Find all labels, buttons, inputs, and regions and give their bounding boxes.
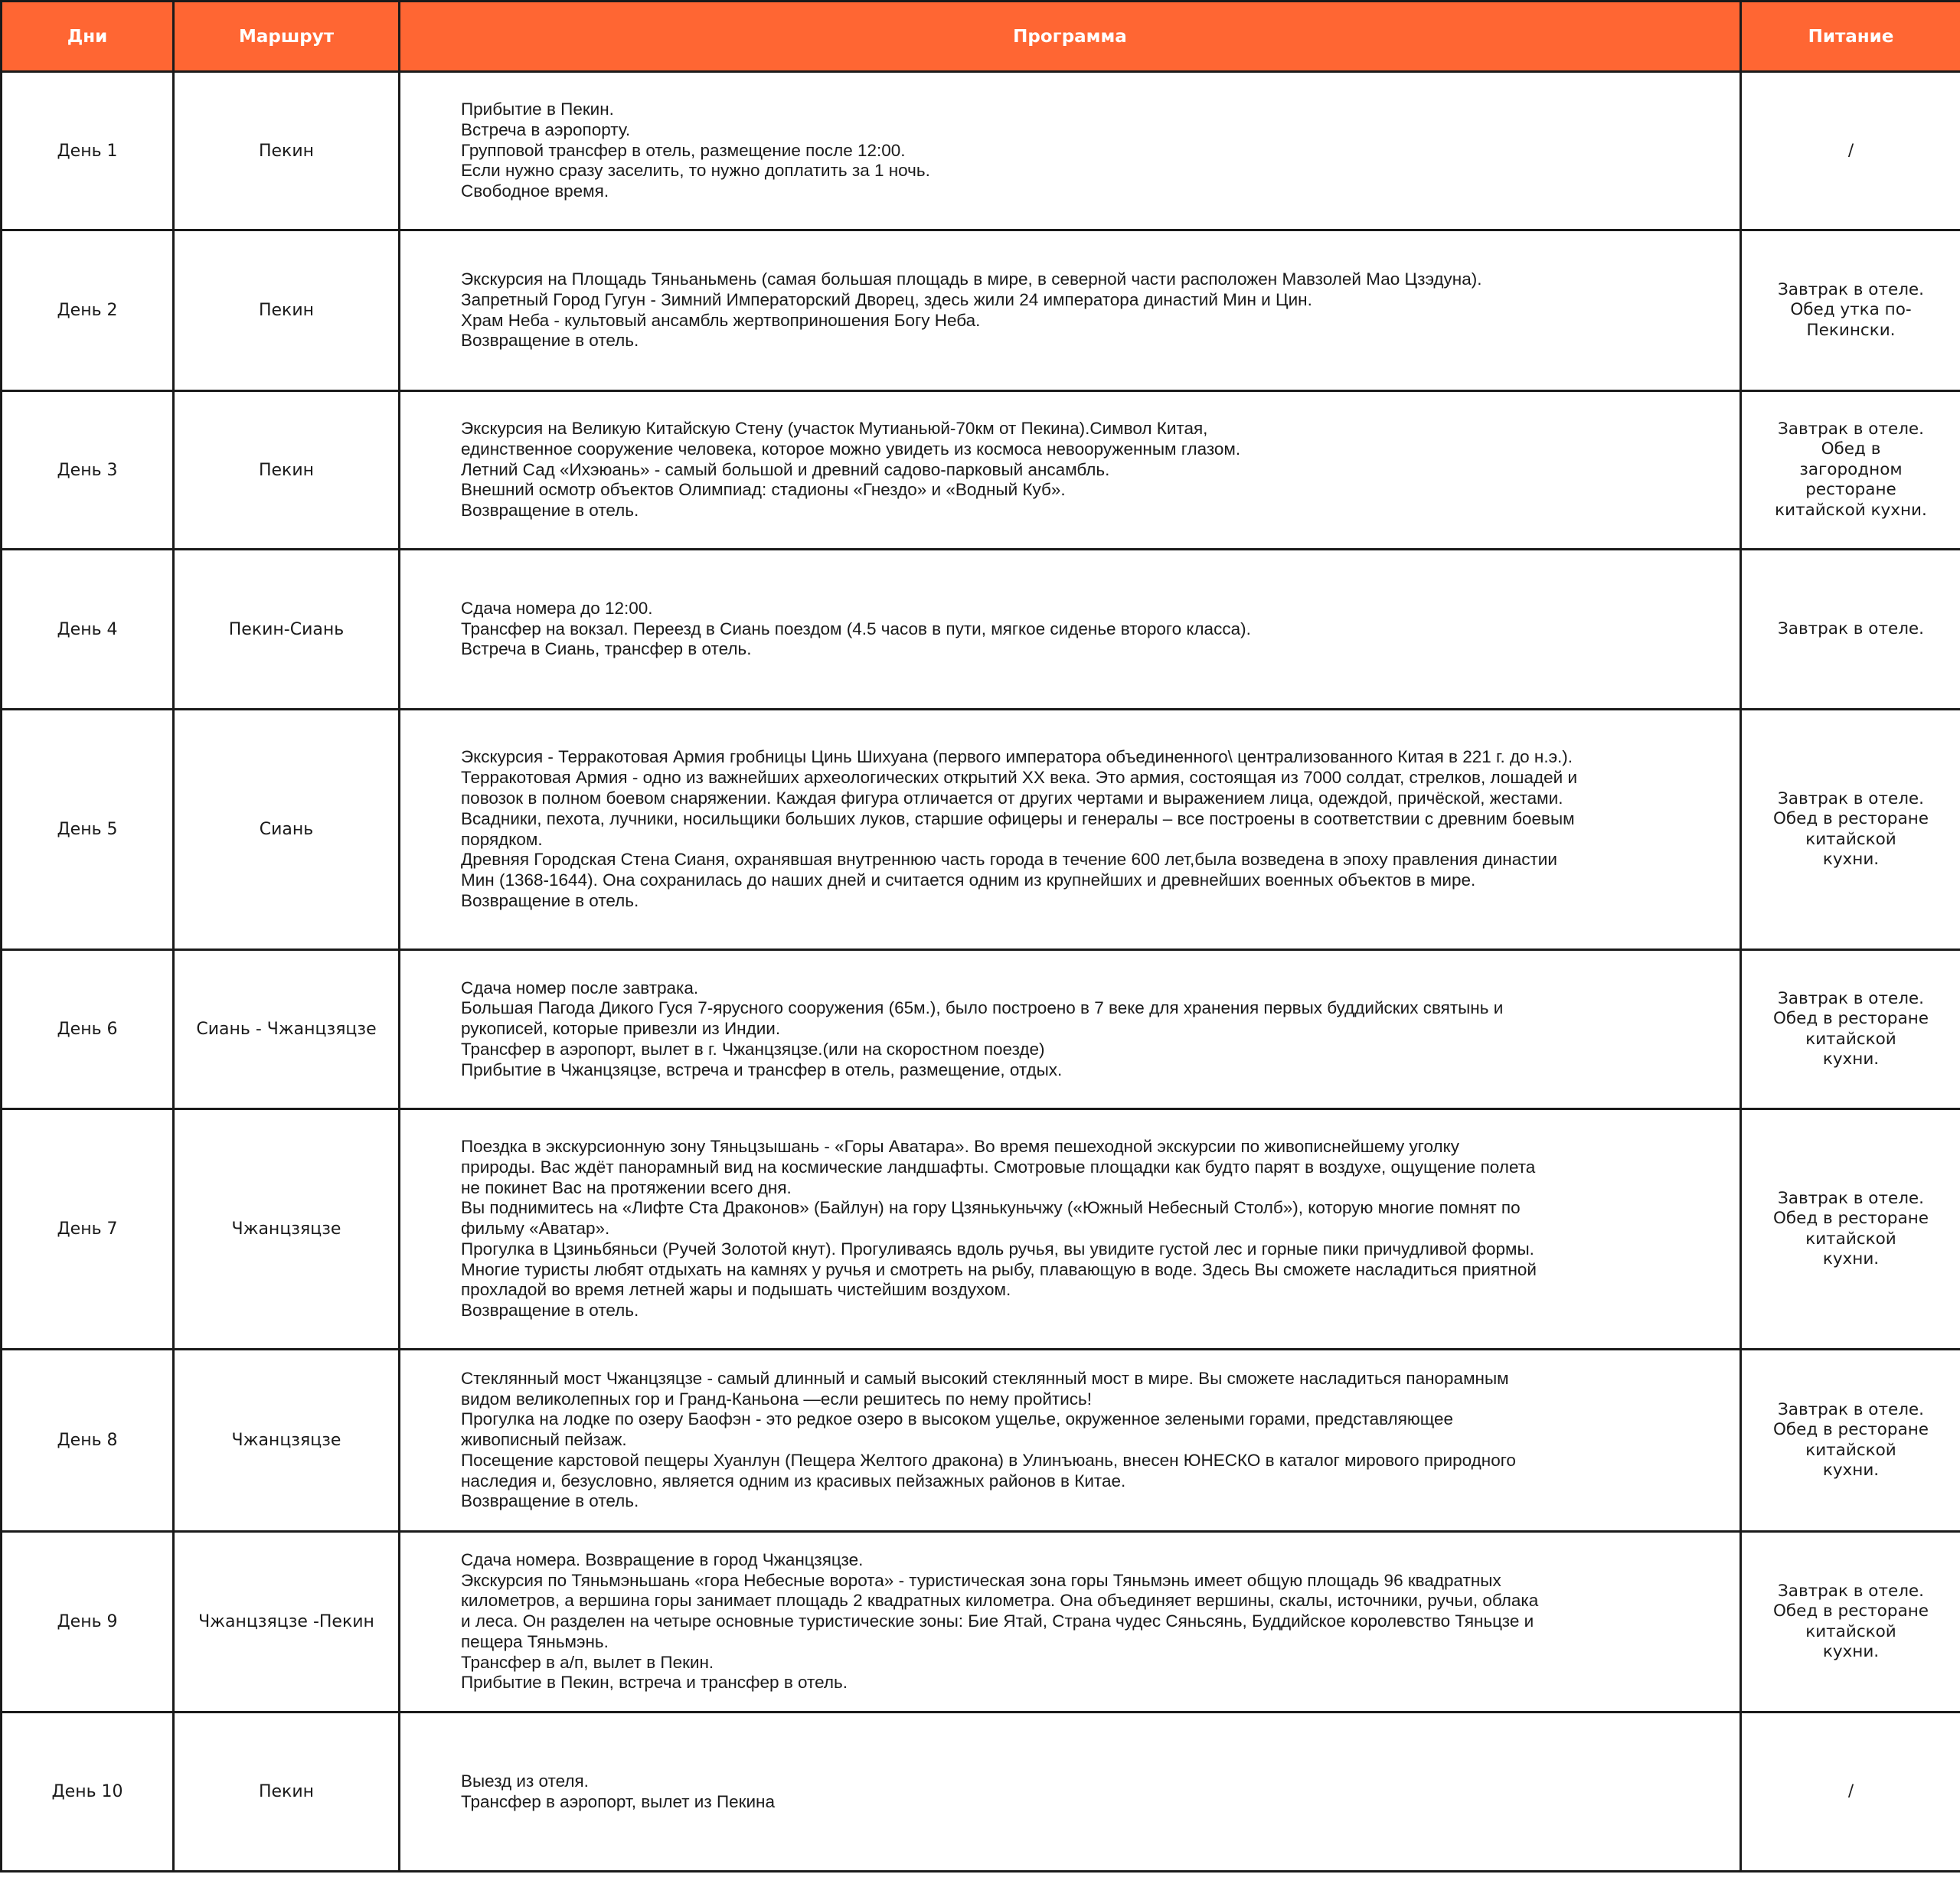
program-line: повозок в полном боевом снаряжении. Каждая фигура отличается от других чертами и выражением лица, одеждой, причёской, жестами. (461, 788, 1563, 808)
day-cell: День 1 (2, 72, 174, 230)
day-row (2, 710, 1960, 950)
program-line: Экскурсия на Великую Китайскую Стену (участок Мутианьюй-70км от Пекина).Символ Китая, (461, 419, 1208, 438)
day-row (2, 1109, 1960, 1350)
program-line: Прогулка на лодке по озеру Баофэн - это редкое озеро в высоком ущелье, окруженное зелеными горами, представляющее (461, 1409, 1454, 1429)
day-cell: День 4 (2, 550, 174, 710)
header-row (2, 2, 1960, 72)
day-cell: День 7 (2, 1109, 174, 1350)
program-line: прохладой во время летней жары и подышать чистейшим воздухом. (461, 1280, 1011, 1300)
header-program: Программа (400, 2, 1741, 72)
program-line: Групповой трансфер в отель, размещение после 12:00. (461, 140, 906, 160)
meals-cell (1741, 950, 1960, 1109)
program-cell (400, 1532, 1741, 1713)
route-cell: Пекин-Сиань (174, 550, 400, 710)
meals-line: кухни. (1822, 1050, 1880, 1069)
program-line: Встреча в Сиань, трансфер в отель. (461, 639, 752, 659)
program-line: фильму «Аватар». (461, 1219, 610, 1239)
day-cell: День 6 (2, 950, 174, 1109)
program-cell (400, 72, 1741, 230)
meals-line: Завтрак в отеле. (1777, 619, 1924, 638)
program-line: Многие туристы любят отдыхать на камнях у ручья и смотреть на рыбу, плавающую в воде. Здесь Вы сможете насладиться приятной (461, 1259, 1537, 1279)
meals-line: / (1847, 140, 1854, 160)
itinerary-body (2, 72, 1960, 1872)
program-cell (400, 230, 1741, 391)
program-line: Прибытие в Пекин, встреча и трансфер в отель. (461, 1673, 848, 1693)
program-line: рукописей, которые привезли из Индии. (461, 1019, 781, 1039)
meals-line: китайской (1805, 1229, 1896, 1249)
program-line: Свободное время. (461, 181, 609, 201)
meals-line: Обед в ресторане (1772, 1602, 1929, 1621)
meals-line: ресторане (1805, 480, 1896, 500)
meals-line: Завтрак в отеле. (1777, 1399, 1924, 1419)
program-line: Посещение карстовой пещеры Хуанлун (Пещера Желтого дракона) в Улинъюань, внесен ЮНЕСКО в каталог мирового природного (461, 1450, 1516, 1470)
program-line: Терракотовая Армия - одно из важнейших археологических открытий XX века. Это армия, состоящая из 7000 солдат, стрелков, лошадей и (461, 768, 1578, 788)
program-line: Поездка в экскурсионную зону Тяньцзышань - «Горы Аватара». Во время пешеходной экскурсии по живописнейшему уголку (461, 1136, 1460, 1156)
meals-line: китайской (1805, 1621, 1896, 1641)
meals-line: загородном (1799, 459, 1903, 479)
meals-line: / (1847, 1781, 1854, 1801)
program-cell (400, 1109, 1741, 1350)
program-line: Сдача номера до 12:00. (461, 598, 653, 618)
day-row (2, 230, 1960, 391)
day-cell: День 5 (2, 710, 174, 950)
program-line: Трансфер в а/п, вылет в Пекин. (461, 1652, 714, 1672)
program-line: Прибытие в Чжанцзяцзе, встреча и трансфер в отель, размещение, отдых. (461, 1060, 1063, 1079)
meals-line: китайской (1805, 1029, 1896, 1049)
program-line: Древняя Городская Стена Сианя, охранявшая внутреннюю часть города в течение 600 лет,была возведена в эпоху правления династии (461, 850, 1557, 870)
meals-line: китайской кухни. (1775, 500, 1927, 520)
program-line: Всадники, пехота, лучники, носильщики больших луков, старшие офицеры и генералы – все построены в соответствии с древним боевым (461, 808, 1575, 828)
meals-line: кухни. (1822, 1461, 1880, 1480)
meals-cell (1741, 1350, 1960, 1532)
program-line: природы. Вас ждёт панорамный вид на космические ландшафты. Смотровые площадки как будто парят в воздухе, ощущение полета (461, 1157, 1536, 1177)
meals-cell (1741, 1109, 1960, 1350)
program-cell (400, 710, 1741, 950)
program-line: Трансфер в аэропорт, вылет из Пекина (461, 1791, 775, 1811)
route-cell: Сиань (174, 710, 400, 950)
program-line: порядком. (461, 829, 543, 849)
program-line: Возвращение в отель. (461, 1301, 639, 1321)
route-cell: Пекин (174, 1713, 400, 1872)
program-line: Запретный Город Гугун - Зимний Императорский Дворец, здесь жили 24 императора династий Мин и Цин. (461, 289, 1312, 309)
day-row (2, 391, 1960, 550)
program-line: Экскурсия по Тяньмэньшань «гора Небесные ворота» - туристическая зона горы Тяньмэнь имеет общую площадь 96 квадратных (461, 1570, 1501, 1590)
day-row (2, 1532, 1960, 1713)
program-line: Сдача номер после завтрака. (461, 978, 699, 997)
route-cell: Чжанцзяцзе -Пекин (174, 1532, 400, 1713)
meals-cell (1741, 391, 1960, 550)
program-line: Возвращение в отель. (461, 331, 639, 351)
program-line: Прибытие в Пекин. (461, 100, 614, 119)
program-cell (400, 1713, 1741, 1872)
program-line: наследия и, безусловно, является одним из красивых пейзажных районов в Китае. (461, 1471, 1126, 1490)
day-cell: День 2 (2, 230, 174, 391)
program-line: Экскурсия на Площадь Тяньаньмень (самая большая площадь в мире, в северной части расположен Мавзолей Мао Цзэдуна). (461, 269, 1482, 289)
route-cell: Сиань - Чжанцзяцзе (174, 950, 400, 1109)
meals-cell (1741, 1532, 1960, 1713)
meals-line: Завтрак в отеле. (1777, 1581, 1924, 1601)
day-row (2, 72, 1960, 230)
meals-line: кухни. (1822, 850, 1880, 869)
program-line: единственное сооружение человека, которое можно увидеть из космоса невооруженным глазом. (461, 439, 1241, 459)
program-line: Летний Сад «Ихэюань» - самый большой и древний садово-парковый ансамбль. (461, 459, 1110, 479)
program-cell (400, 550, 1741, 710)
meals-line: Обед в ресторане (1772, 1420, 1929, 1439)
program-line: километров, а вершина горы занимает площадь 2 квадратных километра. Она объединяет вершины, скалы, источники, ручьи, облака (461, 1591, 1539, 1611)
day-row (2, 550, 1960, 710)
meals-cell (1741, 550, 1960, 710)
day-row (2, 950, 1960, 1109)
program-line: Внешний осмотр объектов Олимпиад: стадионы «Гнездо» и «Водный Куб». (461, 480, 1066, 500)
meals-line: Обед в ресторане (1772, 809, 1929, 828)
header-days: Дни (2, 2, 174, 72)
meals-line: Обед утка по- (1790, 300, 1912, 320)
day-cell: День 3 (2, 391, 174, 550)
meals-line: Обед в (1821, 439, 1881, 459)
header-meals: Питание (1741, 2, 1960, 72)
program-line: Храм Неба - культовый ансамбль жертвоприношения Богу Неба. (461, 310, 981, 330)
day-row (2, 1350, 1960, 1532)
day-cell: День 10 (2, 1713, 174, 1872)
meals-line: китайской (1805, 1440, 1896, 1460)
route-cell: Пекин (174, 230, 400, 391)
header-route: Маршрут (174, 2, 400, 72)
route-cell: Чжанцзяцзе (174, 1109, 400, 1350)
route-cell: Пекин (174, 391, 400, 550)
program-cell (400, 391, 1741, 550)
program-line: Вы поднимитесь на «Лифте Ста Драконов» (Байлун) на гору Цзянькуньчжу («Южный Небесный Столб»), которую многие помнят по (461, 1198, 1521, 1218)
program-line: Большая Пагода Дикого Гуся 7-ярусного сооружения (65м.), было построено в 7 веке для хранения первых буддийских святынь и (461, 998, 1504, 1018)
program-line: Сдача номера. Возвращение в город Чжанцзяцзе. (461, 1549, 864, 1569)
meals-line: Завтрак в отеле. (1777, 279, 1924, 299)
program-line: Трансфер на вокзал. Переезд в Сиань поездом (4.5 часов в пути, мягкое сиденье второго класса). (461, 619, 1251, 638)
program-line: видом великолепных гор и Гранд-Каньона —если решитесь по нему пройтись! (461, 1389, 1092, 1409)
day-cell: День 9 (2, 1532, 174, 1713)
day-cell: День 8 (2, 1350, 174, 1532)
program-line: Прогулка в Цзиньбяньси (Ручей Золотой кнут). Прогуливаясь вдоль ручья, вы увидите густой лес и горные пики причудливой формы. (461, 1239, 1534, 1259)
program-cell (400, 950, 1741, 1109)
meals-line: Пекински. (1806, 320, 1896, 340)
meals-line: Завтрак в отеле. (1777, 419, 1924, 439)
day-row (2, 1713, 1960, 1872)
program-line: не покинет Вас на протяжении всего дня. (461, 1177, 792, 1197)
program-line: Возвращение в отель. (461, 890, 639, 910)
meals-line: кухни. (1822, 1642, 1880, 1661)
program-line: Возвращение в отель. (461, 501, 639, 521)
program-line: Мин (1368-1644). Она сохранилась до наших дней и считается одним из крупнейших и древнейших военных объектов в мире. (461, 870, 1476, 890)
meals-cell (1741, 710, 1960, 950)
program-line: Стеклянный мост Чжанцзяцзе - самый длинный и самый высокий стеклянный мост в мире. Вы сможете насладиться панорамным (461, 1368, 1509, 1388)
route-cell: Чжанцзяцзе (174, 1350, 400, 1532)
route-cell: Пекин (174, 72, 400, 230)
meals-cell (1741, 72, 1960, 230)
meals-line: Завтрак в отеле. (1777, 789, 1924, 808)
program-line: Выезд из отеля. (461, 1771, 589, 1791)
program-line: и леса. Он разделен на четыре основные туристические зоны: Бие Ятай, Страна чудес Сяньсянь, Буддийское королевство Тяньцзе и (461, 1611, 1534, 1631)
program-line: Возвращение в отель. (461, 1491, 639, 1511)
program-line: пещера Тяньмэнь. (461, 1631, 609, 1651)
program-line: живописный пейзаж. (461, 1430, 627, 1450)
program-line: Экскурсия - Терракотовая Армия гробницы Цинь Шихуана (первого императора объединенного\ централизованного Китая в 221 г. до н.э.). (461, 747, 1573, 767)
meals-cell (1741, 230, 1960, 391)
meals-line: Завтрак в отеле. (1777, 988, 1924, 1008)
meals-cell (1741, 1713, 1960, 1872)
program-cell (400, 1350, 1741, 1532)
meals-line: Обед в ресторане (1772, 1209, 1929, 1228)
program-line: Трансфер в аэропорт, вылет в г. Чжанцзяцзе.(или на скоростном поезде) (461, 1039, 1045, 1059)
program-line: Встреча в аэропорту. (461, 119, 631, 139)
meals-line: Обед в ресторане (1772, 1009, 1929, 1028)
meals-line: Завтрак в отеле. (1777, 1188, 1924, 1208)
program-line: Если нужно сразу заселить, то нужно доплатить за 1 ночь. (461, 161, 930, 181)
meals-line: кухни. (1822, 1249, 1880, 1268)
meals-line: китайской (1805, 829, 1896, 849)
